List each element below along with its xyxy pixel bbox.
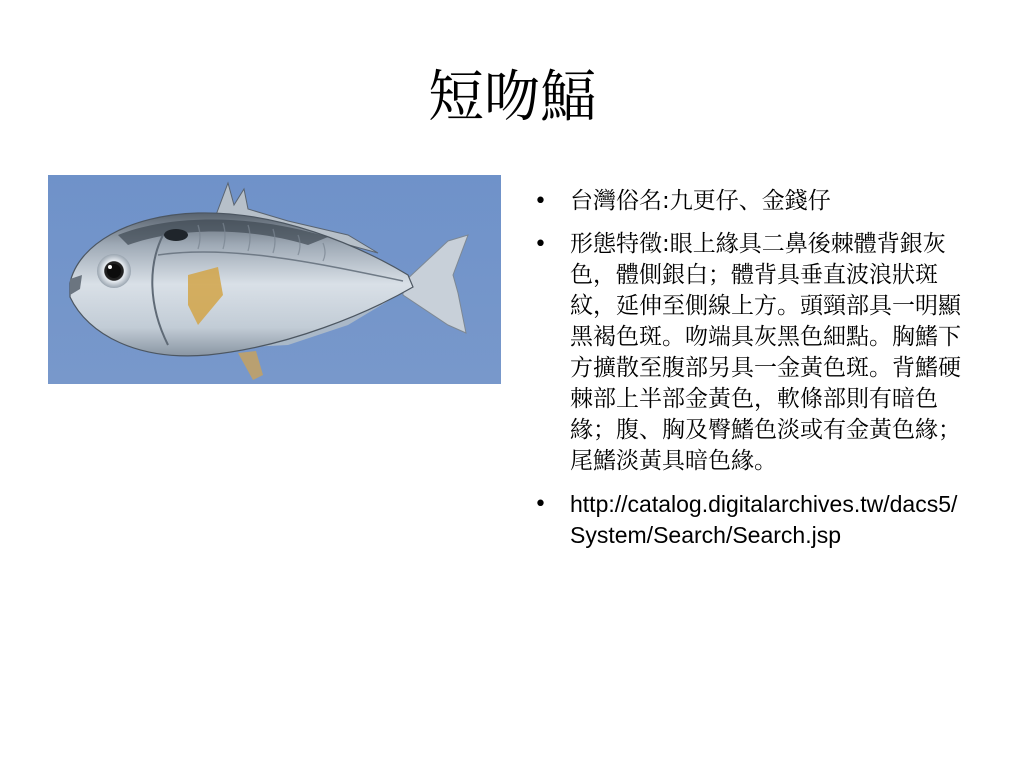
bullet-dot: • <box>534 492 547 517</box>
bullet-dot: • <box>534 232 547 257</box>
bullet-morphology <box>530 229 970 477</box>
source-url[interactable]: http://catalog.digitalarchives.tw/dacs5/System/Search/Search.jsp <box>570 491 958 548</box>
bullet-text: 台灣俗名:九更仔、金錢仔 <box>570 188 831 214</box>
slide-title: 短吻鰏 <box>428 65 596 130</box>
bullet-list <box>530 186 970 563</box>
bullet-dot: • <box>534 189 547 214</box>
fish-photo <box>48 175 501 384</box>
bullet-text: 形態特徵:眼上緣具二鼻後棘體背銀灰色，體側銀白；體背具垂直波浪狀斑紋，延伸至側線上方。頭頸部具一明顯黑褐色斑。吻端具灰黑色細點。胸鰭下方擴散至腹部另具一金黃色斑。背鰭硬棘部上半部金黃色，軟條部則有暗色緣；腹、胸及臀鰭色淡或有金黃色緣；尾鰭淡黃具暗色緣。 <box>570 231 961 474</box>
bullet-source-link[interactable] <box>530 489 970 551</box>
bullet-common-name <box>530 186 970 217</box>
